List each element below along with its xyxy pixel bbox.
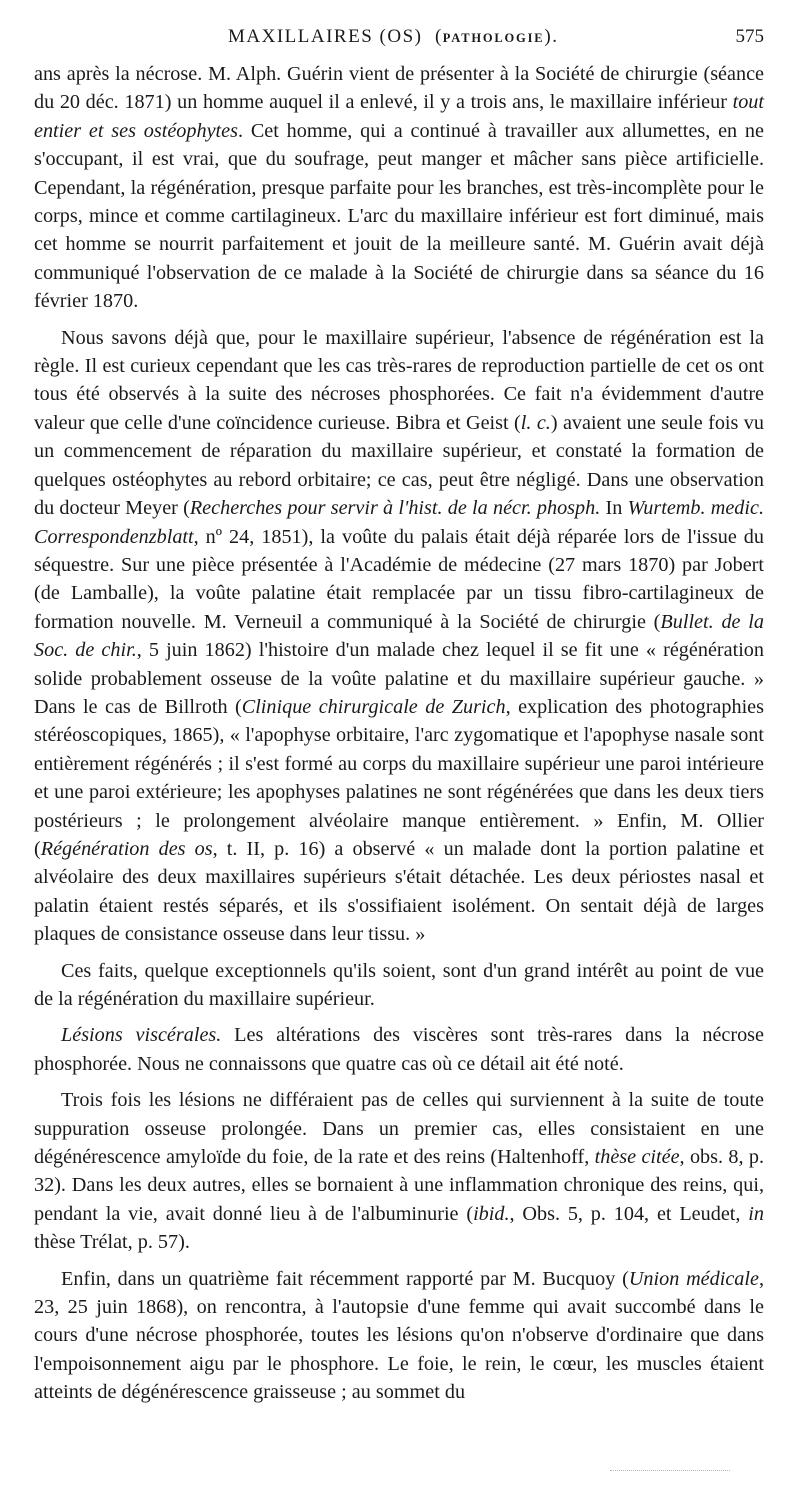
italic-text: ibid. xyxy=(473,1202,510,1225)
header-title: MAXILLAIRES (OS) xyxy=(228,26,423,47)
body-text-run: , 5 juin 1862) l'histoire d'un malade chez lequel il se fit une « régénération solide probablement osseuse de la voûte palatine et du maxillaire supérieur gauche. » Dans le cas de Billroth ( xyxy=(34,639,764,718)
paragraph xyxy=(34,324,764,949)
italic-text: Wurtemb. medic. Correspondenzblatt xyxy=(34,497,765,548)
italic-text: in xyxy=(748,1202,764,1225)
body-text-run: , nº 24, 1851), la voûte du palais était déjà réparée lors de l'issue du séquestre. Sur une pièce présentée à l'Académie de médecine (27 mars 1870) par Jobert (de Lamballe), la voûte palatine était remplacée par un tissu fibro-cartilagineux de formation nouvelle. M. Verneuil a communiqué à la Société de chirurgie ( xyxy=(34,525,764,633)
italic-text: Bullet. de la Soc. de chir. xyxy=(34,610,764,662)
body-text-run: In xyxy=(600,497,628,520)
body-text-run: , t. II, p. 16) a observé « un malade dont la portion palatine et alvéolaire des deux maxillaires supérieurs s'était détachée. Les deux périostes nasal et palatin étaient restés séparés, et ils s'ossifiaient isolément. On sentait déjà de larges plaques de consistance osseuse dans leur tissu. » xyxy=(34,837,764,946)
body-text-run: Nous savons déjà que, pour le maxillaire supérieur, l'absence de régénération est la règle. Il est curieux cependant que les cas très-rares de reproduction partielle de cet os ont tous été observés à la suite des nécroses phosphorées. Ce fait n'a évidemment d'autre valeur que celle d'une coïncidence curieuse. Bibra et Geist ( xyxy=(34,326,764,434)
italic-text: Régénération des os xyxy=(40,837,213,860)
body-text-run: , 23, 25 juin 1868), on rencontra, à l'autopsie d'une femme qui avait succombé dans le cours d'une nécrose phosphorée, toutes les lésions qu'on n'observe d'ordinaire que dans l'empoisonnement aigu par le phosphore. Le foie, le rein, le cœur, les muscles étaient atteints de dégénérescence graisseuse ; au sommet du xyxy=(34,1267,764,1404)
header-section-open: ( xyxy=(434,26,443,47)
italic-text: Clinique chirurgicale de Zurich xyxy=(241,695,506,718)
paragraph xyxy=(34,1265,764,1407)
running-header xyxy=(34,26,764,60)
italic-text: tout entier et ses ostéophytes xyxy=(34,91,764,142)
body-text-run: , obs. 8, p. 32). Dans les deux autres, elles se bornaient à une inflammation chronique des reins, qui, pendant la vie, avait donné lieu à de l'albuminurie ( xyxy=(34,1146,764,1225)
body-text-run: , Obs. 5, p. 104, et Leudet, xyxy=(509,1202,749,1225)
body-text-run: ans après la nécrose. M. Alph. Guérin vient de présenter à la Société de chirurgie (séance du 20 déc. 1871) un homme auquel il a enlevé, il y a trois ans, le maxillaire inférieur xyxy=(34,63,764,114)
page-number: 575 xyxy=(735,26,764,47)
body-text-run: , explication des photographies stéréoscopiques, 1865), « l'apophyse orbitaire, l'arc zygomatique et l'apophyse nasale sont entièrement régénérés ; il s'est formé au corps du maxillaire supérieur une paroi intérieure et une paroi extérieure; les apophyses palatines ne sont régénérées que dans les deux tiers postérieurs ; le prolongement alvéolaire manque entièrement. » Enfin, M. Ollier ( xyxy=(34,695,764,860)
paragraph xyxy=(34,60,764,316)
italic-text: Recherches pour servir à l'hist. de la nécr. phosph. xyxy=(189,497,601,520)
body-text-run: ) avaient une seule fois vu un commencement de réparation du maxillaire supérieur, et constaté la formation de quelques ostéophytes au rebord orbitaire; ce cas, peut être négligé. Dans une observation du docteur Meyer ( xyxy=(34,411,764,520)
body-text-run: Les altérations des viscères sont très-rares dans la nécrose phosphorée. Nous ne connaissons que quatre cas où ce détail ait été noté. xyxy=(34,1024,764,1075)
italic-text: l. c. xyxy=(520,411,551,434)
running-title xyxy=(228,26,558,48)
italic-text: Lésions viscérales. xyxy=(61,1024,222,1047)
body-text-run: . Cet homme, qui a continué à travailler aux allumettes, en ne s'occupant, il est vrai, que du soufrage, peut manger et mâcher sans pièce artificielle. Cependant, la régénération, presque parfaite pour les branches, est très-incomplète pour le corps, mince et comme cartilagineux. L'arc du maxillaire inférieur est fort diminué, mais cet homme se nourrit parfaitement et jouit de la meilleure santé. M. Guérin avait déjà communiqué l'observation de ce malade à la Société de chirurgie dans sa séance du 16 février 1870. xyxy=(34,119,764,313)
body-text xyxy=(34,60,764,1407)
body-text-run: Enfin, dans un quatrième fait récemment rapporté par M. Bucquoy ( xyxy=(61,1267,629,1290)
header-section: PATHOLOGIE xyxy=(442,31,545,45)
header-section-close: ). xyxy=(544,26,559,47)
body-text-run: Ces faits, quelque exceptionnels qu'ils soient, sont d'un grand intérêt au point de vue de la régénération du maxillaire supérieur. xyxy=(34,959,764,1010)
paragraph xyxy=(34,957,764,1014)
paragraph xyxy=(34,1021,764,1078)
italic-text: Union médicale xyxy=(628,1267,759,1290)
italic-text: thèse citée xyxy=(594,1146,680,1169)
body-text-run: Trois fois les lésions ne différaient pas de celles qui surviennent à la suite de toute suppuration osseuse prolongée. Dans un premier cas, elles consistaient en une dégénérescence amyloïde du foie, de la rate et des reins (Haltenhoff, xyxy=(34,1089,764,1169)
paragraph xyxy=(34,1086,764,1256)
page-foot-mark xyxy=(610,1470,730,1473)
body-text-run: thèse Trélat, p. 57). xyxy=(34,1231,190,1254)
